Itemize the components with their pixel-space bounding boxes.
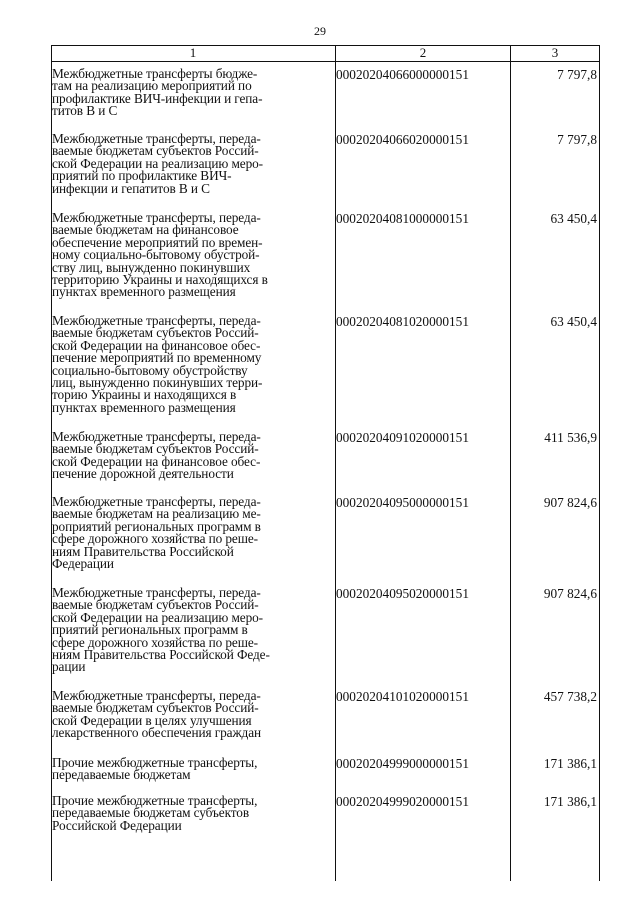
column-header-3: 3 [551, 45, 559, 60]
row-code: 00020204999000000151 [336, 756, 469, 771]
row-code: 00020204091020000151 [336, 430, 469, 445]
row-description: Межбюджетные трансферты бюдже- там на реализацию мероприятий по профилактике ВИЧ-инфекции и гепа- титов В и С [52, 66, 263, 119]
row-description: Прочие межбюджетные трансферты, передаваемые бюджетам субъектов Российской Федерации [52, 793, 258, 833]
row-code: 00020204999020000151 [336, 794, 469, 809]
row-amount: 7 797,8 [557, 67, 597, 82]
column-divider-2 [510, 45, 511, 881]
row-code: 00020204095000000151 [336, 495, 469, 510]
row-amount: 457 738,2 [543, 689, 597, 704]
row-amount: 63 450,4 [550, 211, 597, 226]
row-amount: 907 824,6 [543, 495, 597, 510]
row-amount: 7 797,8 [557, 132, 597, 147]
row-code: 00020204081000000151 [336, 211, 469, 226]
row-description: Межбюджетные трансферты, переда- ваемые бюджетам на реализацию ме- роприятий региональных программ в сфере дорожного хозяйства по реше- ниям Правительства Российской Федерации [52, 494, 261, 572]
row-description: Межбюджетные трансферты, переда- ваемые бюджетам субъектов Россий- ской Федерации на реализацию меро- приятий по профилактике ВИЧ- инфекции и гепатитов В и С [52, 131, 264, 196]
budget-table [51, 45, 600, 881]
row-amount: 63 450,4 [550, 314, 597, 329]
row-description: Межбюджетные трансферты, переда- ваемые бюджетам субъектов Россий- ской Федерации на финансовое обес- печение мероприятий по временному социально-бытовому обустройству лиц, вынужденно покинувших терри- торию Украины и находящихся в пунктах временного размещения [52, 313, 263, 415]
row-description: Межбюджетные трансферты, переда- ваемые бюджетам субъектов Россий- ской Федерации в целях улучшения лекарственного обеспечения граждан [52, 688, 262, 741]
row-amount: 171 386,1 [543, 794, 597, 809]
row-description: Межбюджетные трансферты, переда- ваемые бюджетам субъектов Россий- ской Федерации на финансовое обес- печение дорожной деятельности [52, 429, 261, 482]
header-bottom-border [51, 61, 600, 62]
row-code: 00020204095020000151 [336, 586, 469, 601]
row-description: Межбюджетные трансферты, переда- ваемые бюджетам субъектов Россий- ской Федерации на реализацию меро- приятий региональных программ в сфере дорожного хозяйства по реше- ниям Правительства Российской Феде- рации [52, 585, 270, 675]
table-border-right [599, 45, 600, 881]
row-code: 00020204081020000151 [336, 314, 469, 329]
row-description: Межбюджетные трансферты, переда- ваемые бюджетам на финансовое обеспечение мероприятий по времен- ному социально-бытовому обустрой- ству лиц, вынужденно покинувших территорию Украины и находящихся в пунктах временного размещения [52, 210, 268, 300]
row-description: Прочие межбюджетные трансферты, передаваемые бюджетам [52, 755, 258, 783]
page-number: 29 [314, 24, 326, 38]
row-code: 00020204066000000151 [336, 67, 469, 82]
row-code: 00020204066020000151 [336, 132, 469, 147]
row-code: 00020204101020000151 [336, 689, 469, 704]
row-amount: 411 536,9 [544, 430, 597, 445]
column-header-1: 1 [189, 45, 197, 60]
row-amount: 171 386,1 [543, 756, 597, 771]
row-amount: 907 824,6 [543, 586, 597, 601]
column-header-2: 2 [419, 45, 427, 60]
